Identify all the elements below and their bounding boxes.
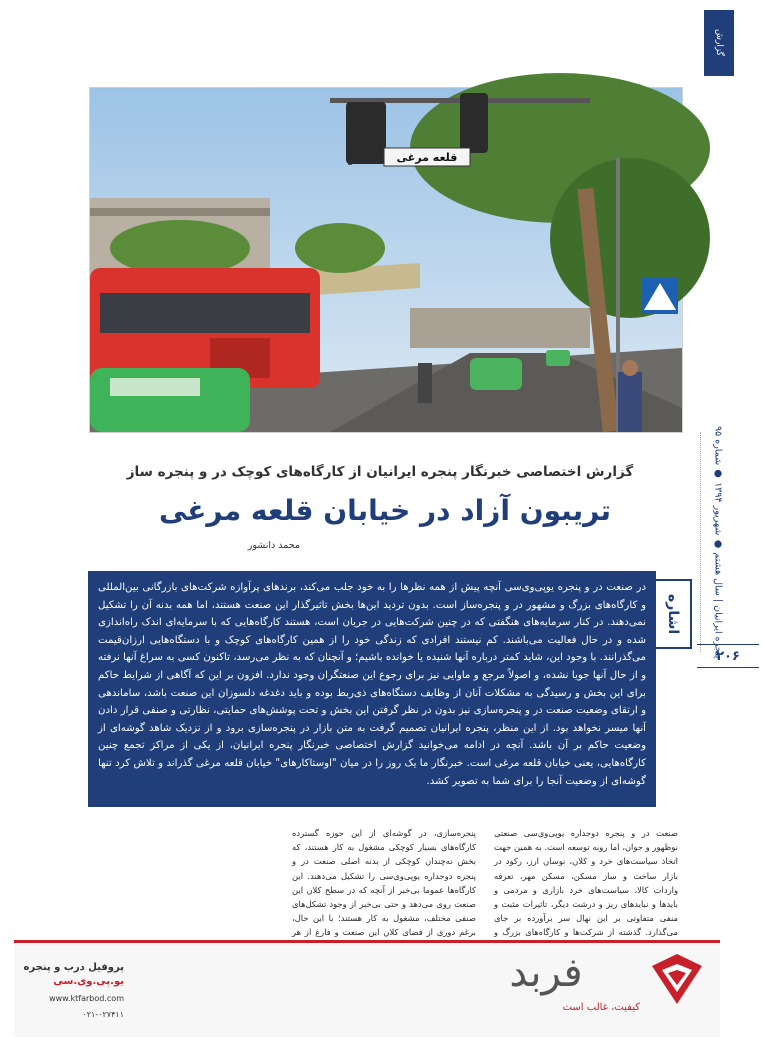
ad-phone: ۰۲۱-۰۲۷۴۱۱ xyxy=(82,1010,124,1019)
body-column-left xyxy=(90,826,274,930)
street-sign-text: قلعه مرغی xyxy=(396,151,458,164)
summary-box-tab: اشاره xyxy=(656,579,692,649)
ad-brand-name: فربد xyxy=(509,950,583,996)
ad-product-sub: یو.پی.وی.سی xyxy=(53,976,124,987)
farbod-logo-icon xyxy=(648,950,706,1008)
issue-info: پنجره ایرانیان | سال هشتم ● شهریور ۱۳۹۴ ● شماره ۹۵ xyxy=(700,432,735,652)
section-tab: گزارش xyxy=(704,10,734,76)
ad-website-link[interactable]: www.ktfarbod.com xyxy=(49,994,124,1003)
ad-product-line: پروفیل درب و پنجره xyxy=(23,962,124,973)
article-photo xyxy=(89,87,683,433)
body-column-right: صنعت در و پنجره دوجداره یوپی‌وی‌سی صنعتی نوظهور و جوان، اما روبه توسعه است. به همین جهت اتخاذ سیاست‌های خرد و کلان، نوسان ارز، رکود در بازار ساخت و ساز مسکن، مسکن مهر، تعرفه واردات کالا، سیاست‌های خرد بازاری و مردمی و بایدها و نبایدهای ریز و درشت دیگر، تاثیرات مثبت و منفی متفاوتی بر این نهال سر برآورده بر جای می‌گذارد. گذشته از شرکت‌ها و کارگاه‌های بزرگ و xyxy=(494,828,678,938)
page-number: ۲۰۶ xyxy=(697,644,759,668)
ad-slogan: کیفیت، غالب است xyxy=(562,1002,640,1013)
body-column-middle: پنجره‌سازی، در گوشه‌ای از این حوزه گسترده کارگاه‌های بسیار کوچکی مشغول به کار هستند، که بخش نه‌چندان کوچکی از بدنه اصلی صنعت در و پنجره دوجداره یوپی‌وی‌سی را تشکیل می‌دهند. این کارگاه‌ها عموما بی‌خبر از آنچه که در سطح کلان این صنعت روی می‌دهد و حتی بی‌خبر از وجود تشکل‌های صنفی مختلف، مشغول به کار هستند؛ با این حال، برغم دوری از فضای کلان این صنعت و فارغ از هر xyxy=(292,828,476,938)
summary-box: در صنعت در و پنجره یوپی‌وی‌سی آنچه پیش از همه نظرها را به خود جلب می‌کند، برندهای پرآوازه شرکت‌های بازرگانی بین‌المللی و کارگاه‌های بزرگ و مشهور در و پنجره‌ساز است. بدون تردید این‌ها بخش تاثیرگذار این صنعت هستند، اما همه بدنه آن را تشکیل نمی‌دهند. در کنار سرمایه‌های هنگفتی که در چنین شرکت‌هایی در جریان است، هستند کارگاه‌هایی که با سرمایه‌ای اندک راه‌اندازی شده و در حال فعالیت می‌باشند. کم نیستند افرادی که زندگی خود را از همین کارگاه‌های کوچک و با دستگاه‌هایی ارزان‌قیمت می‌گذرانند. با وجود این، شاید کمتر درباره آنها شنیده یا خوانده باشیم؛ و آنچنان که به نظر می‌رسد، تاکنون کسی به سراغ آنها نرفته و از حال آنها جویا نشده، و اصولاً مرجع و ماوایی نیز برای رجوع این صنعتگران وجود ندارد. افزون بر این که آگاهی از شرایط حاکم برای این بخش و رسیدگی به مشکلات آنان از وظایف دستگاه‌های ذی‌ربط بوده و باید دغدغه دلسوزان این صنعت باشد، ساماندهی و ارتقای وضعیت صنعت در و پنجره‌سازی نیز بدون در نظر گرفتن این بخش و تحت پوشش‌های حمایتی، نظارتی و صنفی قرار دادن آنها میسر نخواهد بود. از این منظر، پنجره ایرانیان تصمیم گرفت به متن بازار در پنجره‌سازی برود و از نزدیک شاهد گوشه‌ای از وضعیت حاکم بر آن باشد. آنچه در ادامه می‌خوانید گزارش اختصاصی خبرنگار پنجره ایرانیان، از یکی از مراکز تجمع چنین کارگاه‌هایی، یعنی خیابان قلعه مرغی است. خبرنگار ما یک روز را در میان "اوستاکارهای" خیابان قلعه مرغی گذراند و تلاش کرد تنها گوشه‌ای از وضعیت آنجا را برای شما به تصویر کشد. xyxy=(88,571,656,807)
article-subtitle: گزارش اختصاصی خبرنگار پنجره ایرانیان از کارگاه‌های کوچک در و پنجره ساز xyxy=(126,464,634,480)
author-byline: محمد دانشور xyxy=(247,540,300,551)
article-headline: تریبون آزاد در خیابان قلعه مرغی xyxy=(158,494,612,527)
